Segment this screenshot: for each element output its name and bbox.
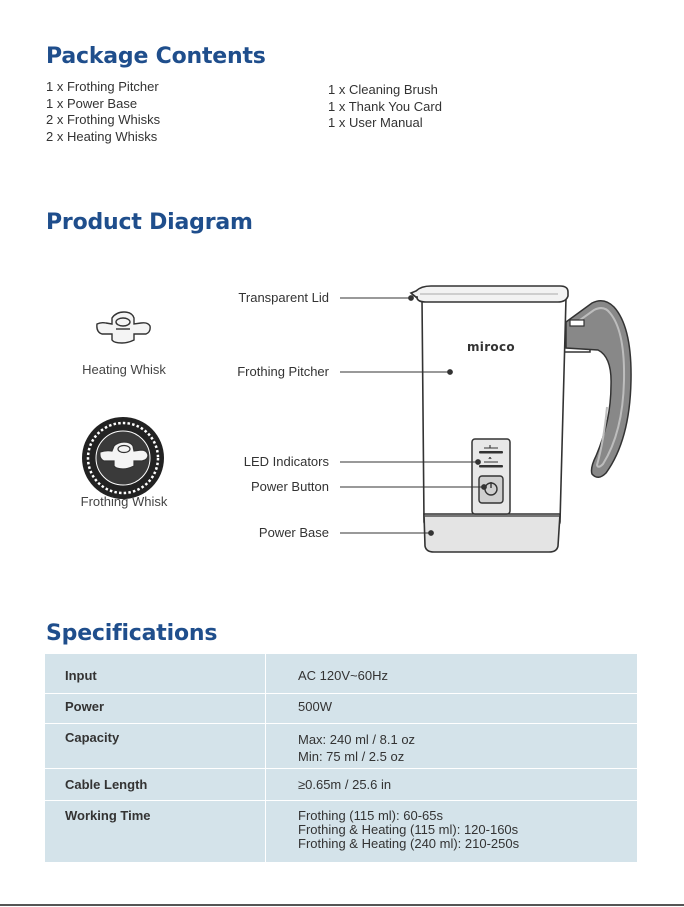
spec-value: Frothing & Heating (115 ml): 120-160s — [298, 821, 519, 837]
table-row — [45, 693, 637, 723]
list-item: 1 x Cleaning Brush — [328, 82, 438, 97]
frother-illustration — [411, 286, 631, 552]
list-item: 1 x User Manual — [328, 115, 423, 130]
spec-label: Working Time — [65, 807, 151, 823]
callout-power-base: Power Base — [258, 525, 329, 540]
table-row — [45, 723, 637, 768]
callout-frothing-pitcher: Frothing Pitcher — [237, 364, 329, 379]
frothing-whisk-label: Frothing Whisk — [80, 494, 168, 509]
product-diagram-title: Product Diagram — [46, 210, 253, 235]
power-base-shape — [424, 514, 560, 552]
handle-shape — [562, 301, 631, 478]
bottom-rule — [0, 904, 684, 906]
table-row — [45, 654, 637, 693]
specifications-table — [45, 654, 637, 862]
brand-logo: miroco — [467, 340, 515, 354]
package-contents-title: Package Contents — [46, 44, 266, 69]
list-item: 2 x Frothing Whisks — [46, 112, 161, 127]
spec-value: Frothing & Heating (240 ml): 210-250s — [298, 835, 520, 851]
table-row — [45, 768, 637, 800]
callout-led-indicators: LED Indicators — [243, 454, 329, 469]
control-panel-shape — [472, 439, 510, 514]
spec-value: AC 120V~60Hz — [298, 668, 388, 683]
spec-value: Min: 75 ml / 2.5 oz — [298, 748, 405, 764]
spec-label: Power — [65, 698, 105, 714]
heating-whisk-icon — [97, 312, 150, 343]
specifications-title: Specifications — [46, 621, 218, 646]
spec-value: 500W — [298, 698, 332, 714]
callout-power-button: Power Button — [250, 479, 329, 494]
list-item: 1 x Frothing Pitcher — [46, 79, 159, 94]
spec-label: Cable Length — [65, 776, 148, 792]
spec-label: Capacity — [65, 729, 120, 745]
callout-transparent-lid: Transparent Lid — [238, 290, 329, 305]
table-row — [45, 800, 637, 862]
list-item: 1 x Power Base — [46, 95, 138, 111]
heating-whisk-label: Heating Whisk — [82, 362, 166, 377]
list-item: 2 x Heating Whisks — [46, 128, 158, 144]
spec-value: Max: 240 ml / 8.1 oz — [298, 731, 416, 747]
spec-label: Input — [65, 668, 97, 683]
list-item: 1 x Thank You Card — [328, 98, 442, 114]
spec-value: Frothing (115 ml): 60-65s — [298, 807, 443, 823]
spec-value: ≥0.65m / 25.6 in — [298, 776, 392, 792]
lid-shape — [411, 286, 568, 302]
